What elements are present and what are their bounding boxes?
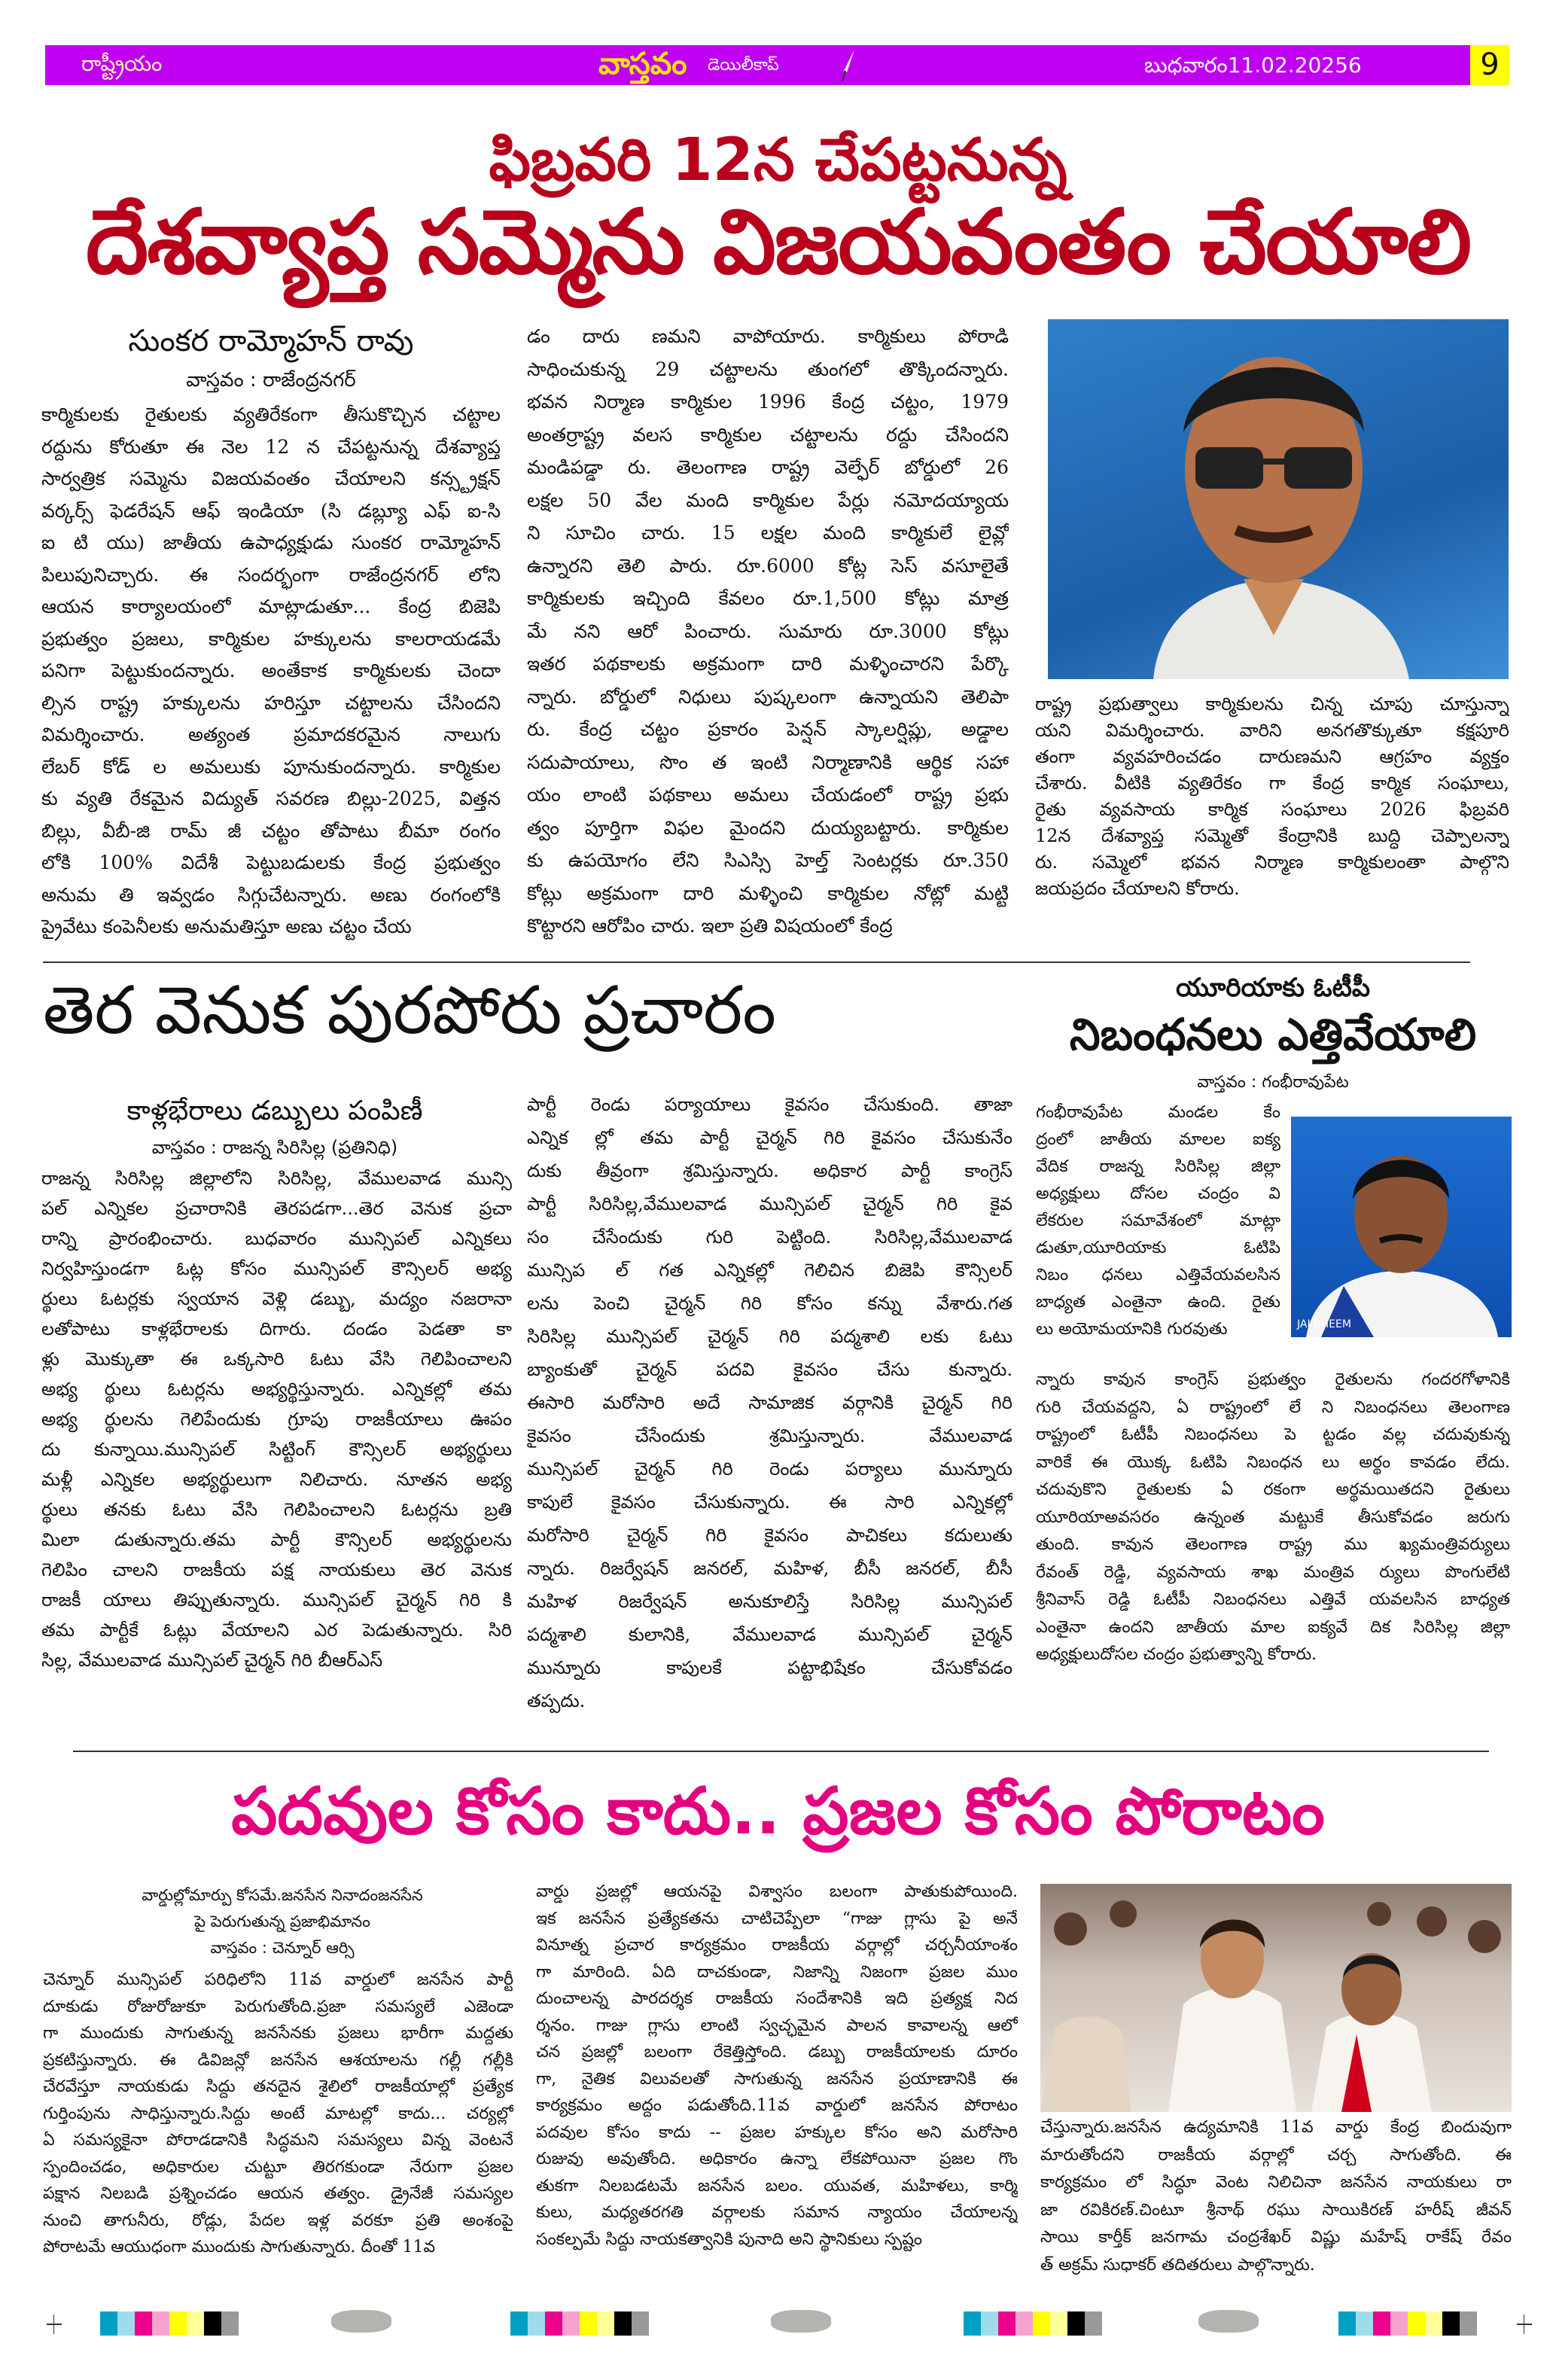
text-line: ఇక జనసేన ప్రత్యేకతను చాటిచెప్పేలా “గాజు గ్లాసు పై అనే <box>536 1909 1018 1928</box>
text-line: మున్సిప ల్ గత ఎన్నికల్లో గెలిచిన బిజెపి కౌన్సిలర్ <box>527 1260 1012 1281</box>
section-divider <box>73 1751 1489 1752</box>
color-swatch <box>964 2311 981 2336</box>
text-line: పల్ ఎన్నికల ప్రచారానికి తెరపడగా...తెర వెనుక ప్రచా <box>41 1198 512 1219</box>
lead-photo-portrait <box>1048 319 1509 679</box>
photo-tshirt-text: JAI BHEEM <box>1297 1318 1351 1330</box>
text-line: ఎన్నిక ల్లో తమ పార్టీ చైర్మన్ గిరి కైవసం చేసుకునేం <box>527 1127 1012 1148</box>
text-line: ఏ సమస్యకైనా పోరాడడానికి సిద్ధమని సమస్యలు విన్న వెంటనే <box>43 2131 513 2150</box>
quill-pen-icon <box>839 48 857 83</box>
text-line: ఇతర పథకాలకు అక్రమంగా దారి మళ్ళించారని పేర్కొ <box>527 653 1009 675</box>
color-swatch <box>545 2311 562 2336</box>
text-line: న్నారు. రిజర్వేషన్ జనరల్, మహిళ, బీసీ జనరల్, బీసీ <box>527 1558 1012 1579</box>
registration-crosshair-icon <box>47 2314 62 2334</box>
text-line: లను పెంచి చైర్మన్ గిరి కోసం కన్ను వేశారు.గత <box>527 1293 1012 1314</box>
section-divider <box>43 961 1470 963</box>
text-line: కార్యక్రమం అద్దం పడుతోంది.11వ వార్డులో జనసేన పోరాటం <box>536 2096 1018 2115</box>
text-line: రాజకీ యాలు తిప్పుతున్నారు. మున్సిపల్ చైర్మన్ గిరి కి <box>41 1589 512 1611</box>
text-line: తమ పార్టీకే ఓట్లు వేయాలని ఎర పెడుతున్నారు. సిరి <box>41 1620 512 1641</box>
text-line: గా, నైతిక విలువలతో సాగుతున్న జనసేన ప్రయాణానికి ఈ <box>536 2069 1018 2089</box>
color-registration-bar <box>510 2311 649 2336</box>
text-line: గుర్తింపును సాధిస్తున్నారు.సిద్దు అంటే మాటల్లో కాదు... చర్యల్లో <box>43 2104 513 2123</box>
text-line: చెన్నూర్ మున్సిపల్ పరిధిలోని 11వ వార్డులో జనసేన పార్టీ <box>43 1970 513 1989</box>
story4-column-2 <box>536 1879 1018 2253</box>
text-line: రాన్ని ప్రారంభించారు. బుధవారం మున్సిపల్ ఎన్నికలు <box>41 1228 512 1249</box>
text-line: మారుతోందని రాజకీయ వర్గాల్లో చర్చ సాగుతోంది. ఈ <box>1040 2145 1512 2165</box>
color-swatch <box>562 2311 580 2336</box>
text-line: జా రవికిరణ్.చింటూ శ్రీనాథ్ రఘు సాయికిరణ్ హరీష్ జీవన్ <box>1040 2200 1512 2220</box>
color-swatch <box>1442 2311 1460 2336</box>
text-line: 12న దేశవ్యాప్త సమ్మెతో కేంద్రానికి బుద్ధి చెప్పాలన్నా <box>1035 825 1509 846</box>
color-swatch <box>1050 2311 1067 2336</box>
text-line: స్పందించడం, అధికారుల చుట్టూ తిరగకుండా నేరుగా ప్రజల <box>43 2157 513 2177</box>
text-line: ఐ టి యు) జాతీయ ఉపాధ్యక్షుడు సుంకర రామ్మోహన్ <box>41 532 501 553</box>
text-line: రద్దును కోరుతూ ఈ నెల 12 న చేపట్టనున్న దేశవ్యాప్త <box>41 435 501 458</box>
text-line: తంగా వ్యవహరించడం దారుణమని ఆగ్రహం వ్యక్తం <box>1035 746 1509 767</box>
lead-author: సుంకర రామ్మోహన్ రావు <box>128 324 414 358</box>
text-line: డుతూ,యూరియాకు ఓటిపి <box>1036 1239 1280 1257</box>
text-line: మహిళ రిజర్వేషన్ అనుకూలిస్తే సిరిసిల్ల మున్సిపల్ <box>527 1591 1012 1612</box>
text-line: మే నని ఆరో పించారు. సుమారు రూ.3000 కోట్లు <box>527 620 1009 642</box>
text-line: ని సూచిం చారు. 15 లక్షల మంది కార్మికులే లైవ్లో <box>527 522 1009 544</box>
color-swatch <box>998 2311 1016 2336</box>
text-line: మున్సిపల్ చైర్మన్ గిరి రెండు పర్యాలు మున్నూరు <box>527 1458 1012 1480</box>
text-line: అభ్య ర్థులు ఓటర్లను అభ్యర్థిస్తున్నారు. ఎన్నికల్లో తమ <box>41 1379 512 1400</box>
color-swatch <box>1085 2311 1102 2336</box>
story3-dateline: వాస్తవం : గంభీరావుపేట <box>1197 1073 1349 1092</box>
text-line: కులు, మధ్యతరగతి వర్గాలకు సమాన న్యాయం చేయాలన్న <box>536 2203 1018 2222</box>
text-line: ర్శనం. గాజు గ్లాసు లాంటి స్వచ్ఛమైన పాలన కావాలన్న ఆలో <box>536 2016 1018 2035</box>
text-line: కార్యక్రమం లో సిద్ధూ వెంట నిలిచినా జనసేన నాయకులు రా <box>1040 2173 1512 2192</box>
text-line: బిల్లు, వీబీ-జి రామ్ జీ చట్టం తోపాటు బీమా రంగం <box>41 819 501 842</box>
color-swatch <box>117 2311 135 2336</box>
text-line: సాధించుకున్న 29 చట్టాలను తుంగలో తొక్కిందన్నారు. <box>527 358 1009 380</box>
text-line: సిరిసిల్ల మున్సిపల్ చైర్మన్ గిరి పద్మశాలి లకు ఓటు <box>527 1326 1012 1347</box>
text-line: కోట్లు అక్రమంగా దారి మళ్ళించి కార్మికుల నోట్లో మట్టి <box>527 882 1009 904</box>
text-line: విమర్శించారు. అత్యంత ప్రమాదకరమైన నాలుగు <box>41 724 501 745</box>
text-line: నిర్వహిస్తుండగా ఓట్ల కోసం మున్సిపల్ కౌన్సిలర్ అభ్య <box>41 1258 512 1279</box>
lead-column-1 <box>41 399 501 943</box>
text-line: బ్యాంకుతో చైర్మన్ పదవి కైవసం చేసు కున్నారు. <box>527 1359 1012 1380</box>
text-line: రుజువు అవుతోంది. అధికారం ఉన్నా లేకపోయినా ప్రజల గొం <box>536 2150 1018 2168</box>
color-swatch <box>1338 2311 1356 2336</box>
text-line: ఎంతైనా ఉందని జాతీయ మాల ఐక్యవే దిక సిరిసిల్ల జిల్లా <box>1036 1617 1510 1637</box>
text-line: వారికే ఈ యొక్క ఓటిపి నిబంధన లు అర్థం కావడం లేదు. <box>1036 1452 1510 1472</box>
text-line: తుకగా నిలబడటమే జనసేన బలం. యువత, మహిళలు, కార్మి <box>536 2176 1018 2196</box>
registration-gray-patch <box>771 2310 831 2333</box>
story4-subhead-line-1: వార్డుల్లోమార్పు కోసమే.జనసేన నినాదంజనసేన <box>142 1886 423 1904</box>
color-swatch <box>1067 2311 1085 2336</box>
story2-dateline: వాస్తవం : రాజన్న సిరిసిల్ల (ప్రతినిధి) <box>151 1137 398 1158</box>
color-swatch <box>1356 2311 1373 2336</box>
lead-kicker: ఫిబ్రవరి 12న చేపట్టనున్న <box>489 126 1067 194</box>
text-line: చేరవేస్తూ నాయకుడు సిద్దు తనదైన శైలిలో రాజకీయాల్లో ప్రత్యేక <box>43 2077 513 2096</box>
story3-kicker: యూరియాకు ఓటీపీ <box>1175 973 1371 1003</box>
newspaper-logo-subtitle: డెయిలీకాప్ <box>708 56 779 75</box>
text-line: సాయి కార్తీక్ జనగామ చంద్రశేఖర్ విష్ణు మహేష్ రాకేష్ రేవం <box>1040 2228 1512 2247</box>
color-swatch <box>580 2311 597 2336</box>
text-line: పోరాటమే ఆయుధంగా ముందుకు సాగుతున్నారు. దీంతో 11వ <box>43 2238 436 2257</box>
text-line: ఆయన కార్యాలయంలో మాట్లాడుతూ... కేంద్ర బిజెపి <box>41 596 501 617</box>
text-line: లేబర్ కోడ్ ల అమలుకు పూనుకుందన్నారు. కార్మికుల <box>41 755 501 778</box>
story3-headline: నిబంధనలు ఎత్తివేయాలి <box>1069 1009 1477 1060</box>
text-line: దుకు తీవ్రంగా శ్రమిస్తున్నారు. అధికార పార్టీ కాంగ్రెస్ <box>527 1160 1012 1181</box>
text-line: పదవుల కోసం కాదు -- ప్రజల హక్కుల కోసం అని మరోసారి <box>536 2122 1018 2142</box>
color-registration-bar <box>964 2311 1102 2336</box>
text-line: చేశారు. వీటికి వ్యతిరేకం గా కేంద్ర కార్మిక సంఘాలు, <box>1035 773 1509 794</box>
text-line: మున్నూరు కాపులకే పట్టాభిషేకం చేసుకోవడం <box>527 1657 1012 1678</box>
text-line: గంభీరావుపేట మండల కేం <box>1036 1103 1280 1122</box>
text-line: సంకల్పమే సిద్దు నాయకత్వానికి పునాది అని స్థానికులు స్పష్టం <box>536 2229 923 2249</box>
story3-column-wide <box>1036 1367 1510 1669</box>
text-line: సం చేసేందుకు గురి పెట్టింది. సిరిసిల్ల,వేములవాడ <box>527 1227 1012 1248</box>
registration-crosshair-icon <box>1517 2314 1532 2334</box>
text-line: చేస్తున్నారు.జనసేన ఉద్యమానికి 11వ వార్డు కేంద్ర బిందువుగా <box>1040 2118 1512 2137</box>
color-swatch <box>152 2311 169 2336</box>
text-line: అధ్యక్షులు దోసల చంద్రం వి <box>1036 1184 1280 1203</box>
issue-date: బుధవారం11.02.20256 <box>1144 53 1362 78</box>
text-line: ర్థులు ఓటర్లకు స్వయాన వెళ్లి డబ్బు, మద్యం నజరానా <box>41 1288 512 1309</box>
text-line: లేకరుల సమావేశంలో మాట్లా <box>1036 1211 1280 1230</box>
text-line: పద్మశాలి కులానికి, వేములవాడ మున్సిపల్ చైర్మన్ <box>527 1624 1012 1645</box>
text-line: గా మారింది. ఏది దాచకుండా, నిజాన్ని నిజంగా ప్రజల ముం <box>536 1962 1018 1982</box>
text-line: కు ఉపయోగం లేని సిఎస్సి హెల్త్ సెంటర్లకు రూ.350 <box>527 849 1009 871</box>
text-line: ర్థులు తనకు ఓటు వేసి గెలిపించాలని ఓటర్లను బ్రతి <box>41 1499 512 1520</box>
text-line: గురి చేయవద్దని, ఏ రాష్ట్రంలో లే ని నిబంధనలు తెలంగాణ <box>1036 1397 1510 1417</box>
portrait-illustration <box>1048 319 1509 679</box>
text-line: అభ్య ర్థులను గెలిపేందుకు గ్రూపు రాజకీయాలు ఊపం <box>41 1409 512 1430</box>
story4-column-3 <box>1040 2114 1512 2279</box>
text-line: అంతర్రాష్ట్ర వలస కార్మికుల చట్టాలను రద్దు చేసిందని <box>527 423 1009 446</box>
registration-gray-patch <box>331 2310 391 2333</box>
text-line: డం దారు ణమని వాపోయారు. కార్మికులు పోరాడి <box>527 325 1009 347</box>
text-line: న్నారు కావున కాంగ్రెస్ ప్రభుత్వం రైతులను గందరగోళానికి <box>1036 1370 1510 1389</box>
lead-dateline: వాస్తవం : రాజేంద్రనగర్ <box>186 369 356 392</box>
crowd-illustration <box>1040 1884 1512 2112</box>
text-line: పార్టీ సిరిసిల్ల,వేములవాడ మున్సిపల్ చైర్మన్ గిరి కైవ <box>527 1193 1012 1214</box>
text-line: యని విమర్శించారు. వారిని అనగతొక్కుతూ కక్షపూరి <box>1035 720 1509 741</box>
text-line: ద్రంలో జాతీయ మాలల ఐక్య <box>1036 1130 1280 1149</box>
color-swatch <box>597 2311 614 2336</box>
text-line: సార్వత్రిక సమ్మెను విజయవంతం చేయాలని కన్స్ట్రక్షన్ <box>41 468 501 489</box>
color-registration-bar <box>100 2311 239 2336</box>
text-line: పిలుపునిచ్చారు. ఈ సందర్భంగా రాజేంద్రనగర్ లోని <box>41 563 501 586</box>
text-line: తప్పదు. <box>527 1690 586 1711</box>
lead-column-3 <box>1035 691 1509 902</box>
color-swatch <box>981 2311 998 2336</box>
text-line: సిల్ల, వేములవాడ మున్సిపల్ చైర్మన్ గిరి బీఆర్ఎస్ <box>41 1650 383 1671</box>
text-line: ళ్లు మొక్కుతా ఈ ఒక్కసారి ఓటు వేసి గెలిపించాలని <box>41 1348 512 1370</box>
story2-column-1 <box>41 1163 512 1675</box>
color-swatch <box>1460 2311 1477 2336</box>
text-line: ల్సిన రాష్ట్ర హక్కులను హరిస్తూ చట్టాలను చేసిందని <box>41 691 501 714</box>
text-line: మిలా డుతున్నారు.తమ పార్టీ కౌన్సిలర్ అభ్యర్థులను <box>41 1529 512 1550</box>
text-line: జయప్రదం చేయాలని కోరారు. <box>1035 878 1240 899</box>
text-line: మరోసారి చైర్మన్ గిరి కైవసం పాచికలు కదులుతు <box>527 1525 1012 1546</box>
color-swatch <box>169 2311 187 2336</box>
text-line: రేవంత్ రెడ్డి, వ్యవసాయ శాఖ మంత్రివ ర్యులు పొంగులేటి <box>1036 1562 1510 1582</box>
story4-photo-crowd <box>1040 1884 1512 2112</box>
story2-subhead: కాళ్లభేరాలు డబ్బులు పంపిణీ <box>126 1096 423 1126</box>
lead-headline: దేశవ్యాప్త సమ్మెను విజయవంతం చేయాలి <box>85 190 1471 294</box>
text-line: చన ప్రజల్లో బలంగా రేకెత్తిస్తోంది. డబ్బు రాజకీయాలకు దూరం <box>536 2043 1018 2062</box>
text-line: రైతు వ్యవసాయ కార్మిక సంఘాలు 2026 ఫిబ్రవరి <box>1035 799 1509 820</box>
text-line: దుంచాలన్న పారదర్శక రాజకీయ సందేశానికి ఇది ప్రత్యక్ష నిద <box>536 1989 1018 2008</box>
text-line: దు కున్నాయి.మున్సిపల్ సిట్టింగ్ కౌన్సిలర్ అభ్యర్థులు <box>41 1439 512 1460</box>
text-line: నుంచి తాగునీరు, రోడ్లు, పేదల ఇళ్ల వరకూ ప్రతి అంశంపై <box>43 2211 513 2230</box>
color-swatch <box>1373 2311 1390 2336</box>
text-line: చదువుకొని రైతులకు ఏ రకంగా అర్థమయితదని రైతులు <box>1036 1480 1510 1499</box>
text-line: కార్మికులకు ఇచ్చింది కేవలం రూ.1,500 కోట్లు మాత్ర <box>527 587 1009 609</box>
text-line: భవన నిర్మాణ కార్మికుల 1996 కేంద్ర చట్టం, 1979 <box>527 391 1009 413</box>
text-line: రాష్ట్రంలో ఓటీపీ నిబంధనలు పె ట్టడం వల్ల చదువుకున్న <box>1036 1425 1510 1444</box>
color-swatch <box>528 2311 545 2336</box>
text-line: అనుమ తి ఇవ్వడం సిగ్గుచేటన్నారు. అణు రంగంలోకి <box>41 883 501 906</box>
story4-dateline: వాస్తవం : చెన్నూర్ ఆర్సి <box>210 1939 355 1957</box>
story4-column-1 <box>43 1967 513 2261</box>
text-line: అధ్యక్షులుదోసల చంద్రం ప్రభుత్వాన్ని కోరారు. <box>1036 1645 1317 1664</box>
text-line: సదుపాయాలు, సొం త ఇంటి నిర్మాణానికి ఆర్థిక సహా <box>527 751 1009 773</box>
text-line: పార్టీ రెండు పర్యాయాలు కైవసం చేసుకుంది. తాజా <box>527 1094 1012 1115</box>
story4-subhead-line-2: పై పెరుగుతున్న ప్రజాభిమానం <box>194 1912 370 1931</box>
text-line: కార్మికులకు రైతులకు వ్యతిరేకంగా తీసుకొచ్చిన చట్టాల <box>41 404 501 425</box>
text-line: నిబం ధనలు ఎత్తివేయవలసిన <box>1036 1266 1280 1284</box>
text-line: తుంది. కావున తెలంగాణ రాష్ట్ర ము ఖ్యమంత్రివర్యులు <box>1036 1535 1510 1554</box>
text-line: గెలిపిం చాలని రాజకీయ పక్ష నాయకులు తెర వెనుక <box>41 1559 512 1580</box>
story2-column-2 <box>527 1088 1012 1717</box>
text-line: కు వ్యతి రేకమైన విద్యుత్ సవరణ బిల్లు-2025, విత్తన <box>41 788 501 809</box>
masthead-bar <box>45 45 1470 85</box>
text-line: దూకుడు రోజురోజుకూ పెరుగుతోంది.ప్రజా సమస్యలే ఎజెండా <box>43 1997 513 2016</box>
registration-gray-patch <box>1198 2310 1259 2333</box>
text-line: మండిపడ్డా రు. తెలంగాణ రాష్ట్ర వెల్ఫేర్ బోర్డులో 26 <box>527 456 1009 478</box>
color-swatch <box>100 2311 117 2336</box>
text-line: వేదిక రాజన్న సిరిసిల్ల జిల్లా <box>1036 1157 1280 1176</box>
text-line: రు. సమ్మెలో భవన నిర్మాణ కార్మికులంతా పాల్గొని <box>1035 852 1509 873</box>
color-swatch <box>135 2311 152 2336</box>
text-line: వినూత్న ప్రచార కార్యక్రమం రాజకీయ వర్గాల్లో చర్చనీయాంశం <box>536 1936 1018 1955</box>
color-swatch <box>510 2311 528 2336</box>
text-line: ఉన్నారని తెలి పారు. రూ.6000 కోట్ల సెస్ వసూలైతే <box>527 554 1009 577</box>
text-line: త్వం పూర్తిగా విఫల మైందని దుయ్యబట్టారు. కార్మికుల <box>527 816 1009 839</box>
color-swatch <box>221 2311 239 2336</box>
lead-column-2 <box>527 320 1009 943</box>
color-swatch <box>1408 2311 1425 2336</box>
story3-column-narrow <box>1036 1099 1280 1343</box>
text-line: వార్డు ప్రజల్లో ఆయనపై విశ్వాసం బలంగా పాతుకుపోయింది. <box>536 1882 1018 1901</box>
text-line: లు అయోమయానికి గురవుతు <box>1036 1320 1228 1339</box>
text-line: బాధ్యత ఎంతైనా ఉంది. రైతు <box>1036 1293 1280 1312</box>
text-line: పక్షాన నిలబడి ప్రశ్నించడం ఆయన తత్వం. డ్రైనేజీ సమస్యల <box>43 2184 513 2203</box>
text-line: ప్రైవేటు కంపెనీలకు అనుమతిస్తూ అణు చట్టం చేయ <box>41 916 412 937</box>
color-swatch <box>1016 2311 1033 2336</box>
newspaper-logo: వాస్తవం <box>598 47 687 81</box>
text-line: రాష్ట్ర ప్రభుత్వాలు కార్మికులను చిన్న చూపు చూస్తున్నా <box>1035 693 1509 715</box>
text-line: ఈసారి మరోసారి అదే సామాజిక వర్గానికి చైర్మన్ గిరి <box>527 1392 1012 1413</box>
text-line: లతోపాటు కాళ్లభేరాలకు దిగారు. దండం పెడతా కా <box>41 1318 512 1339</box>
text-line: మళ్లీ ఎన్నికల అభ్యర్థులుగా నిలిచారు. నూతన అభ్య <box>41 1469 512 1490</box>
text-line: న్నారు. బోర్డులో నిధులు పుష్కలంగా ఉన్నాయని తెలిపా <box>527 685 1009 708</box>
color-swatch <box>614 2311 632 2336</box>
text-line: ప్రభుత్వం ప్రజలు, కార్మికుల హక్కులను కాలరాయడమే <box>41 627 501 650</box>
story4-headline: పదవుల కోసం కాదు.. ప్రజల కోసం పోరాటం <box>231 1774 1325 1849</box>
text-line: వర్కర్స్ ఫెడరేషన్ ఆఫ్ ఇండియా (సి డబ్ల్యూ ఎఫ్ ఐ-సి <box>41 499 501 522</box>
text-line: గా ముందుకు సాగుతున్న జనసేనకు ప్రజలు భారీగా మద్దతు <box>43 2024 513 2043</box>
color-swatch <box>187 2311 204 2336</box>
text-line: రాజన్న సిరిసిల్ల జిల్లాలోని సిరిసిల్ల, వేములవాడ మున్సి <box>41 1168 512 1189</box>
color-swatch <box>204 2311 221 2336</box>
portrait-illustration <box>1291 1117 1512 1337</box>
color-swatch <box>632 2311 649 2336</box>
text-line: లక్షల 50 వేల మంది కార్మికుల పేర్లు నమోదయ్యాయ <box>527 489 1009 511</box>
text-line: లోకి 100% విదేశీ పెట్టుబడులకు కేంద్ర ప్రభుత్వం <box>41 852 501 873</box>
text-line: కాపులే కైవసం చేసుకున్నారు. ఈ సారి ఎన్నికల్లో <box>527 1492 1012 1513</box>
section-name: రాష్ట్రీయం <box>81 51 163 76</box>
story2-headline: తెర వెనుక పురపోరు ప్రచారం <box>43 971 776 1049</box>
text-line: కైవసం చేసేందుకు శ్రమిస్తున్నారు. వేములవాడ <box>527 1425 1012 1446</box>
text-line: యూరియాఅవసరం ఉన్నంత మట్టుకే తీసుకోవడం జరుగు <box>1036 1507 1510 1527</box>
story3-photo-portrait <box>1291 1117 1512 1337</box>
text-line: యం లాంటి పథకాలు అమలు చేయడంలో రాష్ట్ర ప్రభు <box>527 784 1009 806</box>
color-swatch <box>1390 2311 1408 2336</box>
color-swatch <box>1033 2311 1050 2336</box>
color-swatch <box>1425 2311 1442 2336</box>
text-line: రు. కేంద్ర చట్టం ప్రకారం పెన్షన్ స్కాలర్షిప్లు, అడ్డాల <box>527 718 1009 740</box>
text-line: ప్రకటిస్తున్నారు. ఈ డివిజన్లో జనసేన ఆశయాలను గల్లీ గల్లీకి <box>43 2050 513 2070</box>
text-line: త్ అక్రమ్ సుధాకర్ తదితరులు పాల్గొన్నారు. <box>1040 2255 1315 2275</box>
text-line: పనిగా పెట్టుకుందన్నారు. అంతేకాక కార్మికులకు చెందా <box>41 660 501 681</box>
page-number: 9 <box>1470 45 1509 85</box>
text-line: కొట్టారని ఆరోపిం చారు. ఇలా ప్రతి విషయంలో కేంద్ర <box>527 915 893 937</box>
text-line: శ్రీనివాస్ రెడ్డి ఓటీపీ నిబంధనలు ఎత్తివే యవలసిన బాధ్యత <box>1036 1590 1510 1609</box>
color-registration-bar <box>1338 2311 1477 2336</box>
